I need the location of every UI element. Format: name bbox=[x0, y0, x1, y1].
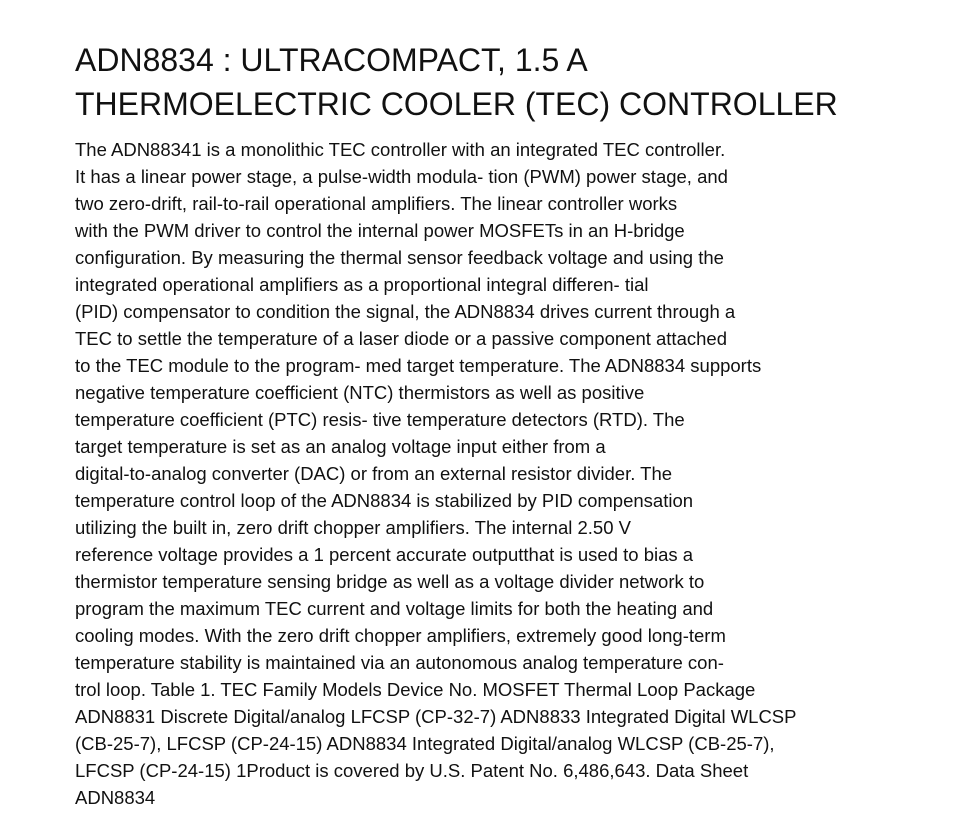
body-line: digital-to-analog converter (DAC) or from an external resistor divider. The bbox=[75, 463, 673, 484]
body-line: utilizing the built in, zero drift chopper amplifiers. The internal 2.50 V bbox=[75, 517, 631, 538]
body-line: target temperature is set as an analog voltage input either from a bbox=[75, 436, 606, 457]
document-title bbox=[75, 38, 935, 126]
body-line: temperature stability is maintained via an autonomous analog temperature con- bbox=[75, 652, 724, 673]
body-line: ADN8834 bbox=[75, 787, 156, 808]
document-page bbox=[75, 38, 935, 811]
body-line: configuration. By measuring the thermal sensor feedback voltage and using the bbox=[75, 247, 724, 268]
body-line: program the maximum TEC current and voltage limits for both the heating and bbox=[75, 598, 714, 619]
document-body bbox=[75, 136, 935, 811]
title-line: THERMOELECTRIC COOLER (TEC) CONTROLLER bbox=[75, 86, 838, 122]
body-line: (CB-25-7), LFCSP (CP-24-15) ADN8834 Integrated Digital/analog WLCSP (CB-25-7), bbox=[75, 733, 775, 754]
body-line: two zero-drift, rail-to-rail operational amplifiers. The linear controller works bbox=[75, 193, 678, 214]
body-line: The ADN88341 is a monolithic TEC controller with an integrated TEC controller. bbox=[75, 139, 726, 160]
body-line: (PID) compensator to condition the signal, the ADN8834 drives current through a bbox=[75, 301, 736, 322]
body-line: It has a linear power stage, a pulse-width modula- tion (PWM) power stage, and bbox=[75, 166, 728, 187]
body-line: reference voltage provides a 1 percent accurate outputthat is used to bias a bbox=[75, 544, 694, 565]
body-line: thermistor temperature sensing bridge as well as a voltage divider network to bbox=[75, 571, 705, 592]
body-line: cooling modes. With the zero drift chopper amplifiers, extremely good long-term bbox=[75, 625, 726, 646]
body-line: LFCSP (CP-24-15) 1Product is covered by U.S. Patent No. 6,486,643. Data Sheet bbox=[75, 760, 749, 781]
body-line: negative temperature coefficient (NTC) thermistors as well as positive bbox=[75, 382, 645, 403]
body-line: temperature control loop of the ADN8834 is stabilized by PID compensation bbox=[75, 490, 694, 511]
body-line: with the PWM driver to control the internal power MOSFETs in an H-bridge bbox=[75, 220, 685, 241]
title-line: ADN8834 : ULTRACOMPACT, 1.5 A bbox=[75, 42, 588, 78]
body-line: to the TEC module to the program- med target temperature. The ADN8834 supports bbox=[75, 355, 762, 376]
body-line: trol loop. Table 1. TEC Family Models Device No. MOSFET Thermal Loop Package bbox=[75, 679, 756, 700]
body-line: TEC to settle the temperature of a laser diode or a passive component attached bbox=[75, 328, 727, 349]
body-line: integrated operational amplifiers as a proportional integral differen- tial bbox=[75, 274, 649, 295]
body-line: temperature coefficient (PTC) resis- tive temperature detectors (RTD). The bbox=[75, 409, 685, 430]
body-line: ADN8831 Discrete Digital/analog LFCSP (CP-32-7) ADN8833 Integrated Digital WLCSP bbox=[75, 706, 797, 727]
